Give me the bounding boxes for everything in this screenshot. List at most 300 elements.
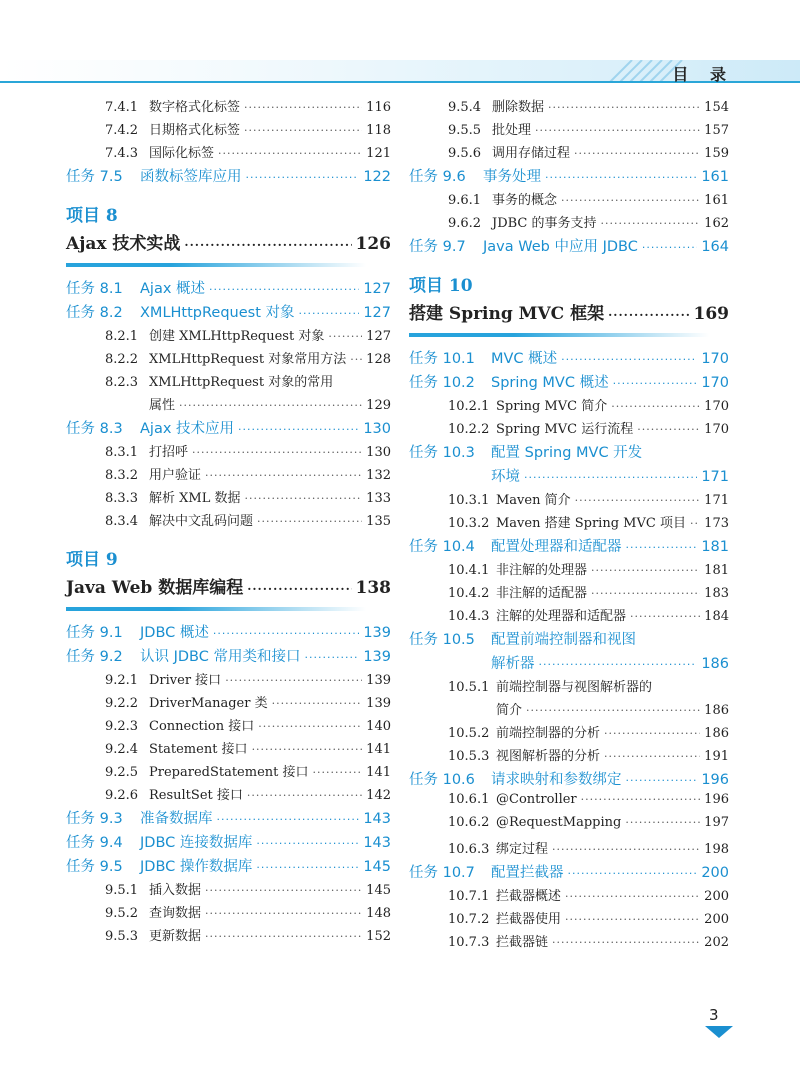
section-entry[interactable] <box>409 512 729 535</box>
entry-number: 任务 9.5 <box>66 859 123 875</box>
page-ref: 139 <box>366 673 391 688</box>
leader-dots <box>626 774 698 787</box>
leader-dots <box>272 697 363 710</box>
entry-number: 8.2.1 <box>105 329 139 344</box>
section-entry[interactable] <box>409 96 729 119</box>
section-entry[interactable] <box>66 371 391 394</box>
leader-dots <box>613 377 698 390</box>
page-ref: 139 <box>366 696 391 711</box>
entry-number: 任务 10.1 <box>409 351 475 367</box>
page-ref: 121 <box>366 146 391 161</box>
entry-number: 9.5.3 <box>105 929 139 944</box>
page-ref: 118 <box>366 123 391 138</box>
project-label: 项目 10 <box>409 276 473 296</box>
entry-number: 8.3.1 <box>105 445 139 460</box>
task-entry[interactable] <box>409 628 729 652</box>
entry-number: 任务 7.5 <box>66 169 123 185</box>
leader-dots <box>526 704 700 717</box>
entry-title: 事务处理 <box>483 169 541 185</box>
entry-title: 非注解的适配器 <box>496 586 588 601</box>
project-title: Java Web 数据库编程 <box>66 578 244 598</box>
task-entry[interactable] <box>409 371 729 395</box>
page-ref: 139 <box>363 649 391 665</box>
leader-dots <box>213 627 359 640</box>
entry-title: 前端控制器与视图解析器的 <box>496 680 653 695</box>
leader-dots <box>225 674 362 687</box>
page-ref: 202 <box>704 935 729 950</box>
leader-dots <box>630 610 700 623</box>
entry-number: 10.6.1 <box>448 792 490 807</box>
task-entry[interactable] <box>66 831 391 855</box>
section-entry[interactable] <box>409 676 729 699</box>
section-gap <box>66 189 391 203</box>
section-entry[interactable] <box>409 722 729 745</box>
entry-title: 认识 JDBC 常用类和接口 <box>140 649 301 665</box>
section-entry[interactable] <box>409 559 729 582</box>
entry-number: 任务 10.7 <box>409 865 475 881</box>
project-underline-bar <box>409 333 709 337</box>
entry-title: Statement 接口 <box>149 742 248 757</box>
page-ref: 127 <box>363 305 391 321</box>
entry-title: Driver 接口 <box>149 673 222 688</box>
leader-dots <box>575 494 701 507</box>
task-entry[interactable] <box>66 855 391 879</box>
entry-number: 10.7.3 <box>448 935 490 950</box>
leader-dots <box>258 720 362 733</box>
leader-dots <box>218 147 362 160</box>
task-entry[interactable] <box>409 235 729 259</box>
page-ref: 173 <box>704 516 729 531</box>
leader-dots <box>601 217 701 230</box>
leader-dots <box>552 843 700 856</box>
entry-number: 9.5.1 <box>105 883 139 898</box>
project-title-entry[interactable] <box>66 229 391 259</box>
leader-dots <box>205 907 362 920</box>
section-entry[interactable] <box>66 142 391 165</box>
leader-dots <box>690 517 700 530</box>
entry-title: JDBC 操作数据库 <box>140 859 253 875</box>
entry-title: DriverManager 类 <box>149 696 268 711</box>
entry-title: Spring MVC 运行流程 <box>496 422 634 437</box>
entry-number: 10.3.2 <box>448 516 490 531</box>
entry-title: XMLHttpRequest 对象的常用 <box>149 375 334 390</box>
task-entry[interactable] <box>409 347 729 371</box>
leader-dots <box>350 353 362 366</box>
entry-title: 简介 <box>496 703 523 718</box>
entry-number: 9.2.4 <box>105 742 139 757</box>
page-ref: 143 <box>363 811 391 827</box>
page-ref: 127 <box>366 329 391 344</box>
entry-number: 8.2.2 <box>105 352 139 367</box>
page-ref: 140 <box>366 719 391 734</box>
page-ref: 186 <box>701 656 729 672</box>
leader-dots <box>574 147 700 160</box>
toc-right-column <box>409 96 729 954</box>
leader-dots <box>304 651 359 664</box>
entry-title: Ajax 技术应用 <box>140 421 235 437</box>
entry-title: 配置拦截器 <box>491 865 564 881</box>
page-ref: 128 <box>366 352 391 367</box>
section-entry[interactable] <box>409 142 729 165</box>
entry-number: 任务 9.3 <box>66 811 123 827</box>
entry-title: 前端控制器的分析 <box>496 726 601 741</box>
section-entry[interactable] <box>66 325 391 348</box>
entry-title: Spring MVC 概述 <box>491 375 609 391</box>
project-title: Ajax 技术实战 <box>66 234 181 254</box>
entry-number: 9.2.5 <box>105 765 139 780</box>
page-ref: 183 <box>704 586 729 601</box>
task-entry[interactable] <box>409 165 729 189</box>
page-ref: 127 <box>363 281 391 297</box>
page-ref: 170 <box>701 351 729 367</box>
page-ref: 154 <box>704 100 729 115</box>
entry-title: 非注解的处理器 <box>496 563 588 578</box>
page-ref: 170 <box>704 399 729 414</box>
entry-title: 批处理 <box>492 123 532 138</box>
leader-dots <box>209 283 359 296</box>
entry-title: 绑定过程 <box>496 842 549 857</box>
entry-number: 10.5.1 <box>448 680 490 695</box>
entry-number: 10.5.3 <box>448 749 490 764</box>
entry-title: 插入数据 <box>149 883 202 898</box>
page-ref: 129 <box>366 398 391 413</box>
leader-dots <box>205 884 362 897</box>
entry-number: 任务 9.2 <box>66 649 123 665</box>
section-entry[interactable] <box>409 189 729 212</box>
task-entry[interactable] <box>66 807 391 831</box>
page-ref: 143 <box>363 835 391 851</box>
page-ref: 152 <box>366 929 391 944</box>
entry-number: 9.5.5 <box>448 123 482 138</box>
leader-dots <box>561 353 697 366</box>
section-entry[interactable] <box>409 605 729 628</box>
leader-dots <box>217 813 360 826</box>
entry-title: 请求映射和参数绑定 <box>491 772 622 788</box>
entry-number: 10.7.2 <box>448 912 490 927</box>
page-marker-triangle-icon <box>705 1026 733 1038</box>
page-ref: 196 <box>704 792 729 807</box>
section-entry[interactable] <box>409 489 729 512</box>
page-ref: 116 <box>366 100 391 115</box>
leader-dots <box>184 238 351 252</box>
project-title-entry[interactable] <box>409 299 729 329</box>
leader-dots <box>246 171 360 184</box>
section-entry[interactable] <box>66 784 391 807</box>
leader-dots <box>565 913 700 926</box>
leader-dots <box>581 793 701 806</box>
entry-title: 用户验证 <box>149 468 202 483</box>
section-entry[interactable] <box>409 582 729 605</box>
entry-number: 9.2.6 <box>105 788 139 803</box>
entry-number: 8.2.3 <box>105 375 139 390</box>
entry-title: 数字格式化标签 <box>149 100 241 115</box>
project-underline-bar <box>66 607 366 611</box>
entry-title: MVC 概述 <box>491 351 558 367</box>
entry-title: 事务的概念 <box>492 193 558 208</box>
page-ref: 145 <box>363 859 391 875</box>
entry-title: 配置 Spring MVC 开发 <box>491 445 643 461</box>
entry-title: 删除数据 <box>492 100 545 115</box>
page-ref: 196 <box>701 772 729 788</box>
entry-title: @RequestMapping <box>496 815 622 830</box>
entry-number: 9.2.3 <box>105 719 139 734</box>
leader-dots <box>205 930 362 943</box>
section-entry[interactable] <box>409 792 729 815</box>
page-ref: 139 <box>363 625 391 641</box>
entry-number: 任务 10.6 <box>409 772 475 788</box>
section-entry[interactable] <box>66 925 391 948</box>
section-entry[interactable] <box>66 692 391 715</box>
leader-dots <box>299 307 360 320</box>
entry-title: PreparedStatement 接口 <box>149 765 309 780</box>
section-entry[interactable] <box>409 212 729 235</box>
entry-number: 任务 10.4 <box>409 539 475 555</box>
page-ref: 200 <box>701 865 729 881</box>
entry-title: JDBC 的事务支持 <box>492 216 597 231</box>
section-entry[interactable] <box>409 931 729 954</box>
section-entry[interactable] <box>409 885 729 908</box>
task-entry-continuation[interactable] <box>409 465 729 489</box>
entry-number: 9.5.6 <box>448 146 482 161</box>
entry-number: 8.3.3 <box>105 491 139 506</box>
leader-dots <box>626 541 698 554</box>
entry-number: 7.4.2 <box>105 123 139 138</box>
section-entry[interactable] <box>66 738 391 761</box>
page-ref: 161 <box>704 193 729 208</box>
project-underline-bar <box>66 263 366 267</box>
task-entry-continuation[interactable] <box>409 652 729 676</box>
entry-number: 10.4.3 <box>448 609 490 624</box>
leader-dots <box>565 890 700 903</box>
entry-title: 调用存储过程 <box>492 146 571 161</box>
page-ref: 170 <box>704 422 729 437</box>
page-ref: 198 <box>704 842 729 857</box>
entry-title: Maven 简介 <box>496 493 571 508</box>
page-ref: 130 <box>363 421 391 437</box>
entry-number: 10.7.1 <box>448 889 490 904</box>
page-ref: 159 <box>704 146 729 161</box>
section-gap <box>409 259 729 273</box>
entry-number: 任务 9.4 <box>66 835 123 851</box>
page-ref: 145 <box>366 883 391 898</box>
task-entry[interactable] <box>66 277 391 301</box>
page-ref: 200 <box>704 889 729 904</box>
section-entry[interactable] <box>66 119 391 142</box>
entry-title: 解决中文乱码问题 <box>149 514 254 529</box>
entry-number: 10.2.1 <box>448 399 490 414</box>
section-entry[interactable] <box>66 441 391 464</box>
entry-title: 查询数据 <box>149 906 202 921</box>
leader-dots <box>256 861 359 874</box>
entry-number: 10.6.2 <box>448 815 490 830</box>
section-entry[interactable] <box>66 510 391 533</box>
leader-dots <box>608 308 689 322</box>
entry-number: 任务 10.3 <box>409 445 475 461</box>
leader-dots <box>179 399 362 412</box>
entry-title: @Controller <box>496 792 577 807</box>
entry-number: 7.4.3 <box>105 146 139 161</box>
leader-dots <box>247 789 362 802</box>
page-ref: 122 <box>363 169 391 185</box>
leader-dots <box>548 101 700 114</box>
task-entry[interactable] <box>66 645 391 669</box>
page-ref: 162 <box>704 216 729 231</box>
task-entry[interactable] <box>409 441 729 465</box>
section-entry[interactable] <box>66 487 391 510</box>
toc-left-column <box>66 96 391 948</box>
leader-dots <box>535 124 700 137</box>
page-ref: 157 <box>704 123 729 138</box>
page-ref: 170 <box>701 375 729 391</box>
entry-title: 创建 XMLHttpRequest 对象 <box>149 329 325 344</box>
entry-title: Spring MVC 简介 <box>496 399 608 414</box>
entry-number: 10.2.2 <box>448 422 490 437</box>
project-label: 项目 9 <box>66 550 118 570</box>
section-entry-continuation[interactable] <box>66 394 391 417</box>
entry-title: 拦截器链 <box>496 935 549 950</box>
task-entry[interactable] <box>66 301 391 325</box>
page-ref: 132 <box>366 468 391 483</box>
entry-number: 任务 9.1 <box>66 625 123 641</box>
entry-title: 日期格式化标签 <box>149 123 241 138</box>
section-entry[interactable] <box>66 96 391 119</box>
leader-dots <box>591 587 700 600</box>
entry-title: 拦截器使用 <box>496 912 562 927</box>
section-entry[interactable] <box>66 715 391 738</box>
entry-number: 9.6.2 <box>448 216 482 231</box>
section-entry[interactable] <box>409 418 729 441</box>
task-entry[interactable] <box>409 861 729 885</box>
section-gap <box>66 533 391 547</box>
entry-number: 7.4.1 <box>105 100 139 115</box>
entry-title: 环境 <box>491 469 520 485</box>
entry-title: 配置前端控制器和视图 <box>491 632 636 648</box>
entry-number: 任务 8.2 <box>66 305 123 321</box>
leader-dots <box>524 471 697 484</box>
page-ref: 191 <box>704 749 729 764</box>
entry-title: 解析器 <box>491 656 535 672</box>
entry-number: 9.2.1 <box>105 673 139 688</box>
project-label: 项目 8 <box>66 206 118 226</box>
entry-number: 10.6.3 <box>448 842 490 857</box>
leader-dots <box>545 171 697 184</box>
page-ref: 161 <box>701 169 729 185</box>
leader-dots <box>238 423 359 436</box>
entry-title: Connection 接口 <box>149 719 255 734</box>
section-entry[interactable] <box>409 119 729 142</box>
entry-number: 10.4.2 <box>448 586 490 601</box>
entry-number: 9.2.2 <box>105 696 139 711</box>
leader-dots <box>637 423 700 436</box>
page-ref: 181 <box>701 539 729 555</box>
page-ref: 184 <box>704 609 729 624</box>
section-entry[interactable] <box>409 395 729 418</box>
page-ref: 142 <box>366 788 391 803</box>
entry-title: 准备数据库 <box>140 811 213 827</box>
entry-title: XMLHttpRequest 对象 <box>140 305 295 321</box>
section-entry[interactable] <box>66 879 391 902</box>
leader-dots <box>328 330 362 343</box>
page-ref: 186 <box>704 703 729 718</box>
project-title-entry[interactable] <box>66 573 391 603</box>
leader-dots <box>568 867 698 880</box>
entry-number: 任务 9.7 <box>409 239 466 255</box>
leader-dots <box>625 816 700 829</box>
leader-dots <box>205 469 362 482</box>
entry-number: 10.3.1 <box>448 493 490 508</box>
section-entry[interactable] <box>66 464 391 487</box>
entry-title: 视图解析器的分析 <box>496 749 601 764</box>
leader-dots <box>257 515 362 528</box>
entry-number: 任务 10.2 <box>409 375 475 391</box>
section-entry[interactable] <box>66 669 391 692</box>
entry-title: Maven 搭建 Spring MVC 项目 <box>496 516 686 531</box>
task-entry[interactable] <box>409 535 729 559</box>
entry-number: 8.3.4 <box>105 514 139 529</box>
entry-number: 9.5.4 <box>448 100 482 115</box>
section-entry[interactable] <box>66 761 391 784</box>
entry-title: 拦截器概述 <box>496 889 562 904</box>
leader-dots <box>604 750 700 763</box>
page-ref: 200 <box>704 912 729 927</box>
page-ref: 148 <box>366 906 391 921</box>
entry-title: 注解的处理器和适配器 <box>496 609 627 624</box>
leader-dots <box>192 446 362 459</box>
page-ref: 171 <box>704 493 729 508</box>
entry-number: 10.5.2 <box>448 726 490 741</box>
project-title: 搭建 Spring MVC 框架 <box>409 304 605 324</box>
entry-number: 10.4.1 <box>448 563 490 578</box>
section-entry[interactable] <box>409 745 729 768</box>
page-ref: 138 <box>355 578 391 598</box>
page-ref: 171 <box>701 469 729 485</box>
leader-dots <box>642 241 697 254</box>
section-entry[interactable] <box>66 902 391 925</box>
entry-title: 属性 <box>149 398 176 413</box>
leader-dots <box>591 564 700 577</box>
task-entry[interactable] <box>66 417 391 441</box>
leader-dots <box>561 194 700 207</box>
entry-title: 解析 XML 数据 <box>149 491 241 506</box>
section-entry-continuation[interactable] <box>409 699 729 722</box>
entry-title: JDBC 概述 <box>140 625 209 641</box>
page-ref: 133 <box>366 491 391 506</box>
section-entry[interactable] <box>409 815 729 838</box>
page-number: 3 <box>709 1006 719 1024</box>
leader-dots <box>604 727 700 740</box>
leader-dots <box>247 582 351 596</box>
task-entry[interactable] <box>409 768 729 792</box>
leader-dots <box>252 743 363 756</box>
page-ref: 135 <box>366 514 391 529</box>
entry-title: XMLHttpRequest 对象常用方法 <box>149 352 347 367</box>
page-ref: 141 <box>366 742 391 757</box>
section-entry[interactable] <box>409 838 729 861</box>
page-ref: 126 <box>355 234 391 254</box>
entry-number: 8.3.2 <box>105 468 139 483</box>
section-entry[interactable] <box>409 908 729 931</box>
page-ref: 164 <box>701 239 729 255</box>
entry-number: 任务 10.5 <box>409 632 475 648</box>
entry-title: 更新数据 <box>149 929 202 944</box>
section-entry[interactable] <box>66 348 391 371</box>
entry-title: 打招呼 <box>149 445 189 460</box>
leader-dots <box>256 837 359 850</box>
entry-number: 任务 8.1 <box>66 281 123 297</box>
task-entry[interactable] <box>66 621 391 645</box>
task-entry[interactable] <box>66 165 391 189</box>
page-ref: 130 <box>366 445 391 460</box>
